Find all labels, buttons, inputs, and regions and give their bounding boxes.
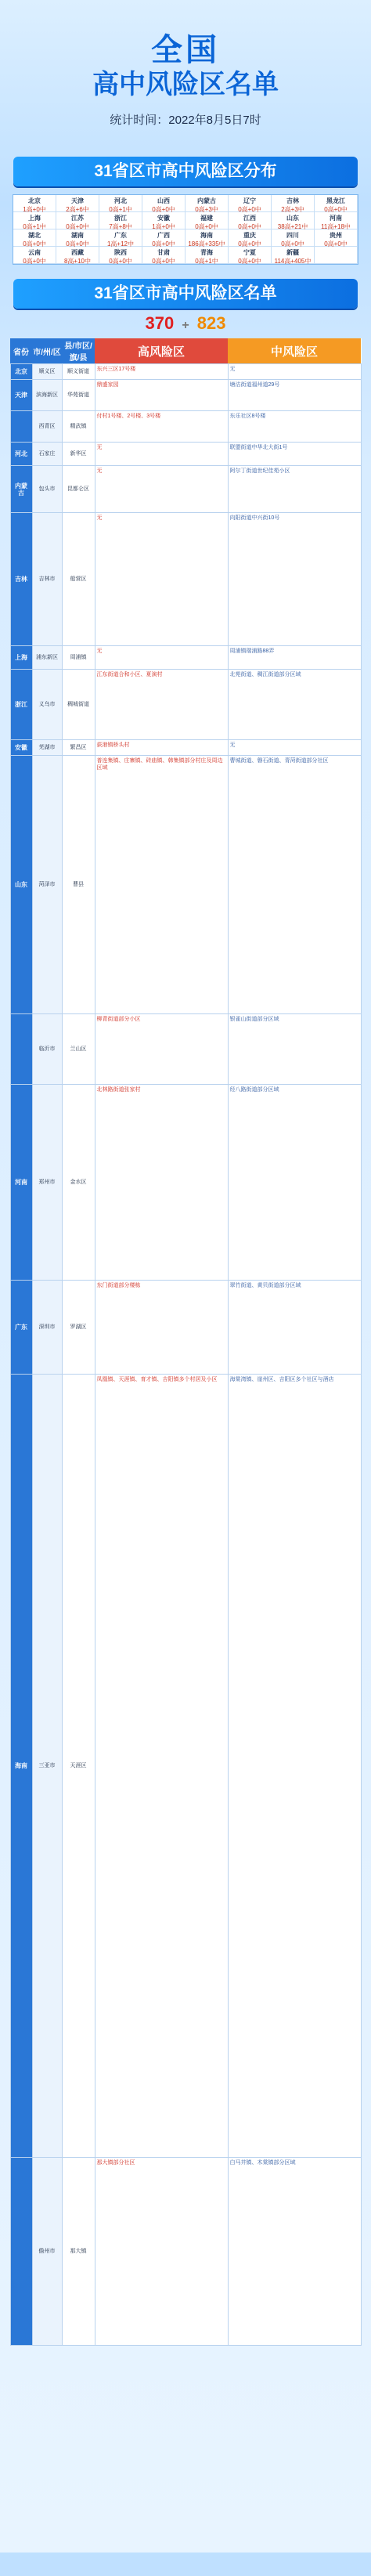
province-name: 河北 [114, 197, 127, 204]
table-row [10, 670, 361, 740]
province-name: 广东 [114, 232, 127, 239]
province-name: 上海 [28, 215, 41, 222]
header-province: 省份 [10, 338, 32, 364]
province-cell: 河南 [10, 1085, 32, 1281]
province-cell [272, 212, 315, 229]
province-name: 四川 [286, 232, 299, 239]
province-count: 0高+1中 [109, 206, 132, 213]
high-risk-cell: 鼎盛家园 [95, 380, 228, 411]
province-cell [315, 195, 358, 212]
province-name: 云南 [28, 249, 41, 256]
mid-risk-cell: 联盟街道中华北大街1号 [228, 443, 361, 466]
province-cell: 浙江 [10, 670, 32, 740]
province-cell [186, 212, 229, 229]
mid-risk-cell: 北苑街道、稠江街道部分区域 [228, 670, 361, 740]
province-name: 河南 [330, 215, 342, 222]
district-cell: 金水区 [62, 1085, 95, 1281]
province-cell [272, 229, 315, 247]
high-count: 370 [145, 313, 175, 333]
province-name: 安徽 [157, 215, 170, 222]
province-count: 0高+3中 [195, 206, 218, 213]
district-cell: 新华区 [62, 443, 95, 466]
province-cell [99, 247, 142, 264]
province-count: 0高+0中 [23, 240, 46, 247]
table-row [10, 2158, 361, 2346]
district-cell: 天涯区 [62, 1375, 95, 2158]
province-cell: 安徽 [10, 740, 32, 756]
district-cell: 兰山区 [62, 1014, 95, 1085]
province-cell [56, 212, 99, 229]
city-cell: 义乌市 [32, 670, 62, 740]
city-cell: 石家庄 [32, 443, 62, 466]
table-row [10, 1014, 361, 1085]
table-row [10, 364, 361, 380]
province-name: 北京 [28, 197, 41, 204]
plus-sign: + [182, 319, 189, 332]
district-cell: 周浦镇 [62, 646, 95, 670]
page-subtitle: 高中风险区名单 [92, 70, 279, 99]
province-cell [99, 212, 142, 229]
table-row [10, 1281, 361, 1375]
high-risk-cell: 凤凰镇、天涯镇、育才镇、吉阳镇多个村居及小区 [95, 1375, 228, 2158]
table-row [10, 740, 361, 756]
high-risk-cell: 无 [95, 466, 228, 513]
province-count: 38高+21中 [277, 223, 308, 230]
province-cell [13, 229, 56, 247]
table-row [10, 646, 361, 670]
province-count: 1高+0中 [152, 223, 175, 230]
province-count: 0高+0中 [23, 258, 46, 265]
dist-section-title: 31省区市高中风险区分布 [13, 157, 358, 186]
city-cell: 三亚市 [32, 1375, 62, 2158]
province-name: 福建 [200, 215, 213, 222]
province-cell [229, 229, 272, 247]
city-cell: 浦东新区 [32, 646, 62, 670]
province-cell [10, 411, 32, 443]
district-cell: 船营区 [62, 513, 95, 646]
province-count: 0高+0中 [152, 258, 175, 265]
city-cell: 菏泽市 [32, 756, 62, 1014]
high-risk-cell: 江东街道合和小区、夏演村 [95, 670, 228, 740]
province-cell [229, 247, 272, 264]
province-count: 186高+335中 [188, 240, 225, 247]
province-name: 湖南 [71, 232, 84, 239]
province-name: 江苏 [71, 215, 84, 222]
province-cell [10, 1014, 32, 1085]
province-name: 西藏 [71, 249, 84, 256]
province-name: 内蒙古 [197, 197, 216, 204]
mid-risk-cell: 白马井镇、木棠镇部分区域 [228, 2158, 361, 2346]
list-section-title: 31省区市高中风险区名单 [13, 279, 358, 309]
province-count: 0高+0中 [152, 240, 175, 247]
province-name: 广西 [157, 232, 170, 239]
province-count: 8高+10中 [63, 258, 92, 265]
province-cell: 海南 [10, 1375, 32, 2158]
district-cell: 顺义街道 [62, 364, 95, 380]
province-cell [186, 247, 229, 264]
city-cell: 郑州市 [32, 1085, 62, 1281]
province-count: 0高+0中 [238, 223, 261, 230]
province-cell [229, 212, 272, 229]
province-count: 0高+0中 [238, 206, 261, 213]
header-mid-risk: 中风险区 [228, 338, 361, 364]
table-row [10, 513, 361, 646]
district-cell: 繁昌区 [62, 740, 95, 756]
table-row [10, 756, 361, 1014]
district-cell: 华苑街道 [62, 380, 95, 411]
province-name: 黑龙江 [326, 197, 345, 204]
province-count: 0高+0中 [238, 258, 261, 265]
province-cell [229, 195, 272, 212]
province-cell: 吉林 [10, 513, 32, 646]
high-risk-cell: 普连集镇、庄寨镇、砖庙镇、韩集镇部分村庄及周边区域 [95, 756, 228, 1014]
province-cell: 上海 [10, 646, 32, 670]
province-cell [13, 247, 56, 264]
district-cell: 昆都仑区 [62, 466, 95, 513]
province-name: 新疆 [286, 249, 299, 256]
table-row [10, 380, 361, 411]
province-cell [315, 247, 358, 264]
mid-risk-cell: 银雀山街道部分区域 [228, 1014, 361, 1085]
province-count: 0高+0中 [324, 206, 348, 213]
province-count: 0高+0中 [66, 240, 89, 247]
city-cell: 芜湖市 [32, 740, 62, 756]
mid-risk-cell: 阿尔丁街道世纪佳苑小区 [228, 466, 361, 513]
province-cell: 北京 [10, 364, 32, 380]
table-row [10, 1375, 361, 2158]
province-count: 0高+1中 [23, 223, 46, 230]
mid-risk-cell: 周浦镇瑞浦路88弄 [228, 646, 361, 670]
city-cell: 滨海新区 [32, 380, 62, 411]
high-risk-cell: 无 [95, 646, 228, 670]
province-cell [142, 195, 186, 212]
province-cell [272, 247, 315, 264]
high-risk-cell: 那大镇部分社区 [95, 2158, 228, 2346]
province-cell [10, 2158, 32, 2346]
mid-risk-cell: 曹城街道、磐石街道、青菏街道部分社区 [228, 756, 361, 1014]
mid-risk-cell: 塘沽街道福州道29号 [228, 380, 361, 411]
province-cell: 天津 [10, 380, 32, 411]
province-cell [13, 195, 56, 212]
header-district: 县/市区/旗/县 [62, 338, 95, 364]
province-count: 0高+0中 [109, 258, 132, 265]
district-cell: 罗湖区 [62, 1281, 95, 1375]
province-count: 1高+12中 [106, 240, 135, 247]
high-risk-cell: 东门街道部分楼栋 [95, 1281, 228, 1375]
province-name: 贵州 [330, 232, 342, 239]
province-cell [142, 229, 186, 247]
high-risk-cell: 柳青街道部分小区 [95, 1014, 228, 1085]
province-name: 吉林 [286, 197, 299, 204]
header-high-risk: 高风险区 [95, 338, 228, 364]
city-cell: 顺义区 [32, 364, 62, 380]
high-risk-cell: 无 [95, 513, 228, 646]
province-name: 辽宁 [243, 197, 256, 204]
table-row [10, 411, 361, 443]
city-cell: 西青区 [32, 411, 62, 443]
province-name: 海南 [200, 232, 213, 239]
district-cell: 曹县 [62, 756, 95, 1014]
stat-time: 统计时间：2022年8月5日7时 [110, 114, 261, 127]
city-cell: 临沂市 [32, 1014, 62, 1085]
city-cell: 深圳市 [32, 1281, 62, 1375]
province-cell [142, 247, 186, 264]
province-name: 青海 [200, 249, 213, 256]
province-count: 0高+0中 [324, 240, 348, 247]
province-cell [56, 229, 99, 247]
mid-risk-cell: 海棠湾镇、崖州区、吉阳区多个社区与酒店 [228, 1375, 361, 2158]
province-name: 重庆 [243, 232, 256, 239]
province-cell: 河北 [10, 443, 32, 466]
footer-band [0, 2553, 371, 2576]
high-risk-cell: 北林路街道张家村 [95, 1085, 228, 1281]
mid-risk-cell: 东乐社区8号楼 [228, 411, 361, 443]
province-name: 甘肃 [157, 249, 170, 256]
province-count: 0高+0中 [195, 223, 218, 230]
province-count: 114高+405中 [274, 258, 312, 265]
high-risk-cell: 无 [95, 443, 228, 466]
province-name: 天津 [71, 197, 84, 204]
hero-header [0, 0, 371, 157]
province-cell [13, 212, 56, 229]
province-cell [272, 195, 315, 212]
high-risk-cell: 荻港镇桥头村 [95, 740, 228, 756]
mid-risk-cell: 无 [228, 740, 361, 756]
province-cell [186, 229, 229, 247]
high-risk-cell: 东兴三区17号楼 [95, 364, 228, 380]
high-risk-cell: 付村1号楼、2号楼、3号楼 [95, 411, 228, 443]
province-count: 0高+0中 [152, 206, 175, 213]
province-count: 7高+8中 [109, 223, 132, 230]
province-name: 山东 [286, 215, 299, 222]
province-cell [142, 212, 186, 229]
province-name: 江西 [243, 215, 256, 222]
province-cell [315, 229, 358, 247]
province-name: 山西 [157, 197, 170, 204]
district-cell: 稠城街道 [62, 670, 95, 740]
risk-area-table [10, 338, 362, 2346]
province-count: 11高+18中 [321, 223, 351, 230]
district-cell: 那大镇 [62, 2158, 95, 2346]
page-title: 全国 [151, 33, 220, 67]
province-name: 陕西 [114, 249, 127, 256]
header-city: 市/州/区 [32, 338, 62, 364]
mid-risk-cell: 翠竹街道、黄贝街道部分区域 [228, 1281, 361, 1375]
city-cell: 儋州市 [32, 2158, 62, 2346]
province-count: 2高+6中 [66, 206, 89, 213]
province-cell [315, 212, 358, 229]
province-name: 湖北 [28, 232, 41, 239]
province-cell: 山东 [10, 756, 32, 1014]
province-cell: 广东 [10, 1281, 32, 1375]
mid-risk-cell: 向阳街道中兴街10号 [228, 513, 361, 646]
province-count: 0高+0中 [66, 223, 89, 230]
province-cell [186, 195, 229, 212]
province-cell: 内蒙古 [10, 466, 32, 513]
province-cell [56, 195, 99, 212]
province-count: 1高+0中 [23, 206, 46, 213]
risk-counts [0, 313, 371, 334]
district-cell: 精武镇 [62, 411, 95, 443]
province-count: 0高+0中 [238, 240, 261, 247]
table-row [10, 443, 361, 466]
province-name: 浙江 [114, 215, 127, 222]
mid-count: 823 [196, 313, 226, 333]
city-cell: 包头市 [32, 466, 62, 513]
province-count: 0高+1中 [195, 258, 218, 265]
table-row [10, 466, 361, 513]
city-cell: 吉林市 [32, 513, 62, 646]
province-cell [56, 247, 99, 264]
mid-risk-cell: 无 [228, 364, 361, 380]
province-count: 2高+3中 [281, 206, 304, 213]
mid-risk-cell: 经八路街道部分区域 [228, 1085, 361, 1281]
table-row [10, 1085, 361, 1281]
province-cell [99, 229, 142, 247]
province-cell [99, 195, 142, 212]
province-count: 0高+0中 [281, 240, 304, 247]
province-distribution-grid [13, 194, 358, 265]
province-name: 宁夏 [243, 249, 256, 256]
